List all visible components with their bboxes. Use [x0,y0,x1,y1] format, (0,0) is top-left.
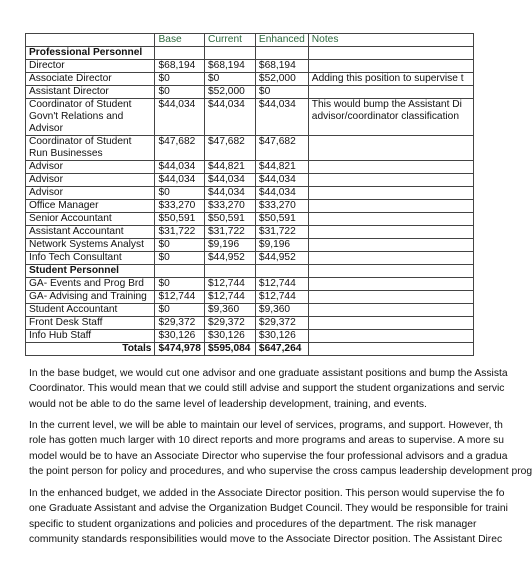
base-cell: $31,722 [155,226,205,239]
totals-label: Totals [26,343,155,356]
paragraph-line: one Graduate Assistant and advise the Organization Budget Council. They would be responsible for traini [29,503,508,515]
position-name-cell: Network Systems Analyst [26,239,155,252]
position-name-cell: Assistant Accountant [26,226,155,239]
position-name-cell: Student Accountant [26,304,155,317]
notes-cell [308,317,473,330]
base-cell: $0 [155,304,205,317]
table-row [26,200,474,213]
notes-cell [308,252,473,265]
table-row [26,226,474,239]
enhanced-cell: $12,744 [255,291,308,304]
notes-cell [308,330,473,343]
table-row [26,239,474,252]
current-cell: $47,682 [204,136,255,161]
table-row [26,187,474,200]
current-cell: $33,270 [204,200,255,213]
paragraph-line: role has gotten much larger with 10 direct reports and more programs and areas to supervise. A more su [29,435,505,447]
paragraph-line: In the base budget, we would cut one advisor and one graduate assistant positions and bump the Assista [29,368,508,379]
base-cell: $0 [155,252,205,265]
enhanced-cell: $30,126 [255,330,308,343]
current-cell: $29,372 [204,317,255,330]
enhanced-cell: $44,821 [255,161,308,174]
position-name-cell: Student Personnel [26,265,155,278]
section-header-row [26,47,474,60]
paragraph-line: the point person for policy and procedures, and who supervise the cross campus leadership development prog [29,466,532,478]
table-row [26,174,474,187]
notes-cell [308,47,473,60]
position-name-cell: Info Tech Consultant [26,252,155,265]
enhanced-cell: $44,034 [255,99,308,136]
enhanced-cell: $44,034 [255,187,308,200]
paragraph-line: would not be able to do the same level of leadership development, training, and events. [29,398,427,410]
current-cell [204,47,255,60]
base-cell: $0 [155,86,205,99]
current-cell: $30,126 [204,330,255,343]
enhanced-cell: $31,722 [255,226,308,239]
enhanced-cell: $44,034 [255,174,308,187]
position-name-cell: GA- Advising and Training [26,291,155,304]
header-notes: Notes [308,34,473,47]
header-current: Current [204,34,255,47]
notes-cell [308,304,473,317]
notes-cell [308,213,473,226]
budget-table-body [26,34,474,356]
enhanced-cell [255,265,308,278]
position-name-cell: Senior Accountant [26,213,155,226]
enhanced-cell: $12,744 [255,278,308,291]
paragraph-line: model would be to have an Associate Director who supervise the four professional advisors and a gradua [29,450,508,462]
enhanced-cell: $0 [255,86,308,99]
position-name-cell: Director [26,60,155,73]
total-base: $474,978 [155,343,205,356]
table-row [26,73,474,86]
position-name-cell: Assistant Director [26,86,155,99]
current-cell: $44,034 [204,187,255,200]
position-name-cell: Coordinator of Student Govn't Relations and Advisor [26,99,155,136]
notes-cell [308,291,473,304]
header-enhanced: Enhanced [255,34,308,47]
base-cell: $0 [155,278,205,291]
enhanced-cell: $9,360 [255,304,308,317]
current-cell: $9,360 [204,304,255,317]
notes-cell [308,226,473,239]
current-cell: $44,952 [204,252,255,265]
current-cell: $31,722 [204,226,255,239]
base-cell: $30,126 [155,330,205,343]
table-row [26,278,474,291]
narrative-paragraph [29,486,508,548]
totals-row [26,343,474,356]
notes-cell [308,86,473,99]
paragraph-line: In the enhanced budget, we added in the Associate Director position. This person would supervise the fo [29,488,505,499]
table-row [26,252,474,265]
base-cell: $0 [155,187,205,200]
base-cell: $29,372 [155,317,205,330]
enhanced-cell: $47,682 [255,136,308,161]
enhanced-cell: $29,372 [255,317,308,330]
current-cell: $44,034 [204,99,255,136]
table-row [26,330,474,343]
table-row [26,317,474,330]
table-row [26,86,474,99]
total-enhanced: $647,264 [255,343,308,356]
base-cell: $0 [155,73,205,86]
position-name-cell: GA- Events and Prog Brd [26,278,155,291]
enhanced-cell: $33,270 [255,200,308,213]
current-cell: $44,821 [204,161,255,174]
table-row [26,291,474,304]
position-name-cell: Coordinator of Student Run Businesses [26,136,155,161]
enhanced-cell: $50,591 [255,213,308,226]
position-name-cell: Advisor [26,174,155,187]
paragraph-line: specific to student organizations and policies and procedures of the department. The risk manager [29,518,477,530]
position-name-cell: Associate Director [26,73,155,86]
current-cell: $12,744 [204,291,255,304]
paragraph-line: Coordinator. This would mean that we could still advise and support the student organizations and servic [29,383,505,395]
base-cell: $47,682 [155,136,205,161]
current-cell: $68,194 [204,60,255,73]
notes-cell [308,278,473,291]
current-cell: $50,591 [204,213,255,226]
base-cell: $33,270 [155,200,205,213]
notes-cell [308,265,473,278]
header-base: Base [155,34,205,47]
table-row [26,304,474,317]
notes-cell [308,60,473,73]
enhanced-cell [255,47,308,60]
table-row [26,99,474,136]
header-blank-cell [26,34,155,47]
position-name-cell: Front Desk Staff [26,317,155,330]
enhanced-cell: $68,194 [255,60,308,73]
paragraph-line: community standards responsibilities would move to the Associate Director position. The Assistant Direc [29,534,503,546]
base-cell: $44,034 [155,161,205,174]
narrative-paragraph [29,418,532,480]
table-row [26,60,474,73]
current-cell: $12,744 [204,278,255,291]
base-cell [155,265,205,278]
current-cell: $52,000 [204,86,255,99]
notes-cell [308,174,473,187]
base-cell: $68,194 [155,60,205,73]
table-row [26,136,474,161]
position-name-cell: Advisor [26,161,155,174]
base-cell: $0 [155,239,205,252]
current-cell: $44,034 [204,174,255,187]
budget-table [25,33,474,356]
notes-cell: Adding this position to supervise t [308,73,473,86]
table-row [26,161,474,174]
table-header-row [26,34,474,47]
total-current: $595,084 [204,343,255,356]
position-name-cell: Professional Personnel [26,47,155,60]
enhanced-cell: $44,952 [255,252,308,265]
narrative-paragraph [29,366,508,412]
current-cell [204,265,255,278]
position-name-cell: Advisor [26,187,155,200]
enhanced-cell: $9,196 [255,239,308,252]
base-cell: $50,591 [155,213,205,226]
base-cell: $44,034 [155,174,205,187]
notes-cell [308,187,473,200]
section-header-row [26,265,474,278]
totals-notes-cell [308,343,473,356]
current-cell: $0 [204,73,255,86]
notes-cell [308,239,473,252]
position-name-cell: Info Hub Staff [26,330,155,343]
base-cell [155,47,205,60]
notes-cell [308,200,473,213]
base-cell: $44,034 [155,99,205,136]
bottom-fade [0,548,474,576]
current-cell: $9,196 [204,239,255,252]
notes-cell [308,161,473,174]
table-row [26,213,474,226]
paragraph-line: In the current level, we will be able to maintain our level of services, programs, and support. However, th [29,420,503,431]
base-cell: $12,744 [155,291,205,304]
notes-cell: This would bump the Assistant Di advisor/coordinator classification [308,99,473,136]
position-name-cell: Office Manager [26,200,155,213]
notes-cell [308,136,473,161]
enhanced-cell: $52,000 [255,73,308,86]
